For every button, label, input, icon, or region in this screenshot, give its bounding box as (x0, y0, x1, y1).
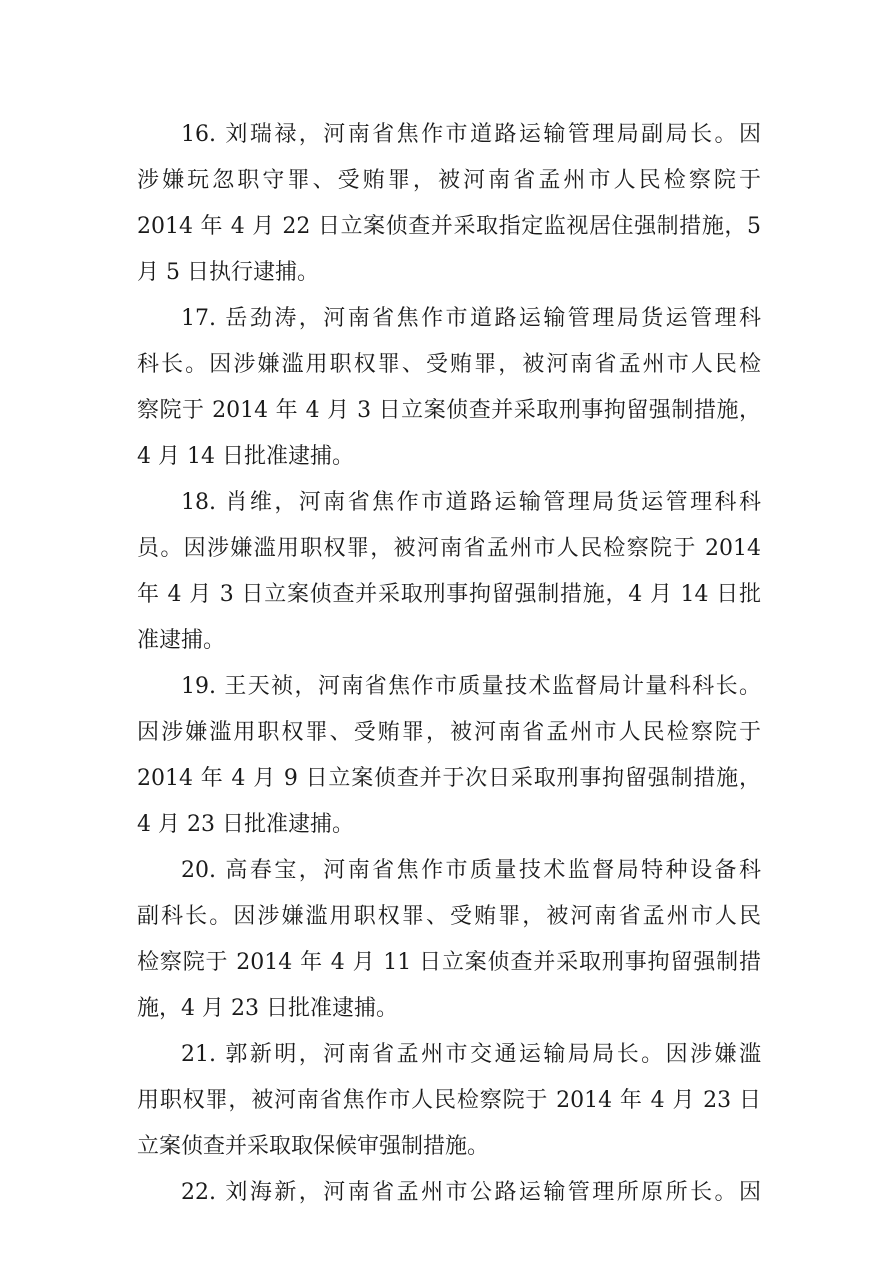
paragraph-16 (137, 112, 761, 296)
paragraph-line: 18. 肖维，河南省焦作市道路运输管理局货运管理科科 (181, 490, 761, 515)
paragraph-line: 用职权罪，被河南省焦作市人民检察院于 2014 年 4 月 23 日 (137, 1088, 761, 1113)
paragraph-line: 涉嫌玩忽职守罪、受贿罪，被河南省孟州市人民检察院于 (137, 168, 761, 193)
paragraph-line: 检察院于 2014 年 4 月 11 日立案侦查并采取刑事拘留强制措 (137, 950, 761, 975)
paragraph-line: 科长。因涉嫌滥用职权罪、受贿罪，被河南省孟州市人民检 (137, 352, 761, 377)
paragraph-line: 准逮捕。 (137, 628, 226, 653)
document-body (137, 112, 761, 1216)
paragraph-21 (137, 1032, 761, 1170)
paragraph-line: 副科长。因涉嫌滥用职权罪、受贿罪，被河南省孟州市人民 (137, 904, 761, 929)
paragraph-line: 2014 年 4 月 22 日立案侦查并采取指定监视居住强制措施，5 (137, 214, 761, 239)
paragraph-17 (137, 296, 761, 480)
paragraph-line: 22. 刘海新，河南省孟州市公路运输管理所原所长。因 (181, 1180, 761, 1205)
paragraph-line: 4 月 14 日批准逮捕。 (137, 444, 354, 469)
paragraph-line: 因涉嫌滥用职权罪、受贿罪，被河南省孟州市人民检察院于 (137, 720, 761, 745)
paragraph-line: 月 5 日执行逮捕。 (137, 260, 319, 285)
paragraph-line: 20. 高春宝，河南省焦作市质量技术监督局特种设备科 (181, 858, 761, 883)
paragraph-line: 察院于 2014 年 4 月 3 日立案侦查并采取刑事拘留强制措施， (137, 398, 761, 423)
paragraph-line: 年 4 月 3 日立案侦查并采取刑事拘留强制措施，4 月 14 日批 (137, 582, 761, 607)
paragraph-line: 21. 郭新明，河南省孟州市交通运输局局长。因涉嫌滥 (181, 1042, 761, 1067)
paragraph-line: 2014 年 4 月 9 日立案侦查并于次日采取刑事拘留强制措施， (137, 766, 761, 791)
paragraph-line: 施，4 月 23 日批准逮捕。 (137, 996, 398, 1021)
paragraph-line: 16. 刘瑞禄，河南省焦作市道路运输管理局副局长。因 (181, 122, 761, 147)
paragraph-line: 立案侦查并采取取保候审强制措施。 (137, 1134, 490, 1159)
paragraph-20 (137, 848, 761, 1032)
paragraph-line: 4 月 23 日批准逮捕。 (137, 812, 354, 837)
paragraph-line: 17. 岳劲涛，河南省焦作市道路运输管理局货运管理科 (181, 306, 761, 331)
paragraph-19 (137, 664, 761, 848)
paragraph-line: 员。因涉嫌滥用职权罪，被河南省孟州市人民检察院于 2014 (137, 536, 761, 561)
paragraph-18 (137, 480, 761, 664)
paragraph-line: 19. 王天祯，河南省焦作市质量技术监督局计量科科长。 (181, 674, 761, 699)
paragraph-22 (137, 1170, 761, 1216)
